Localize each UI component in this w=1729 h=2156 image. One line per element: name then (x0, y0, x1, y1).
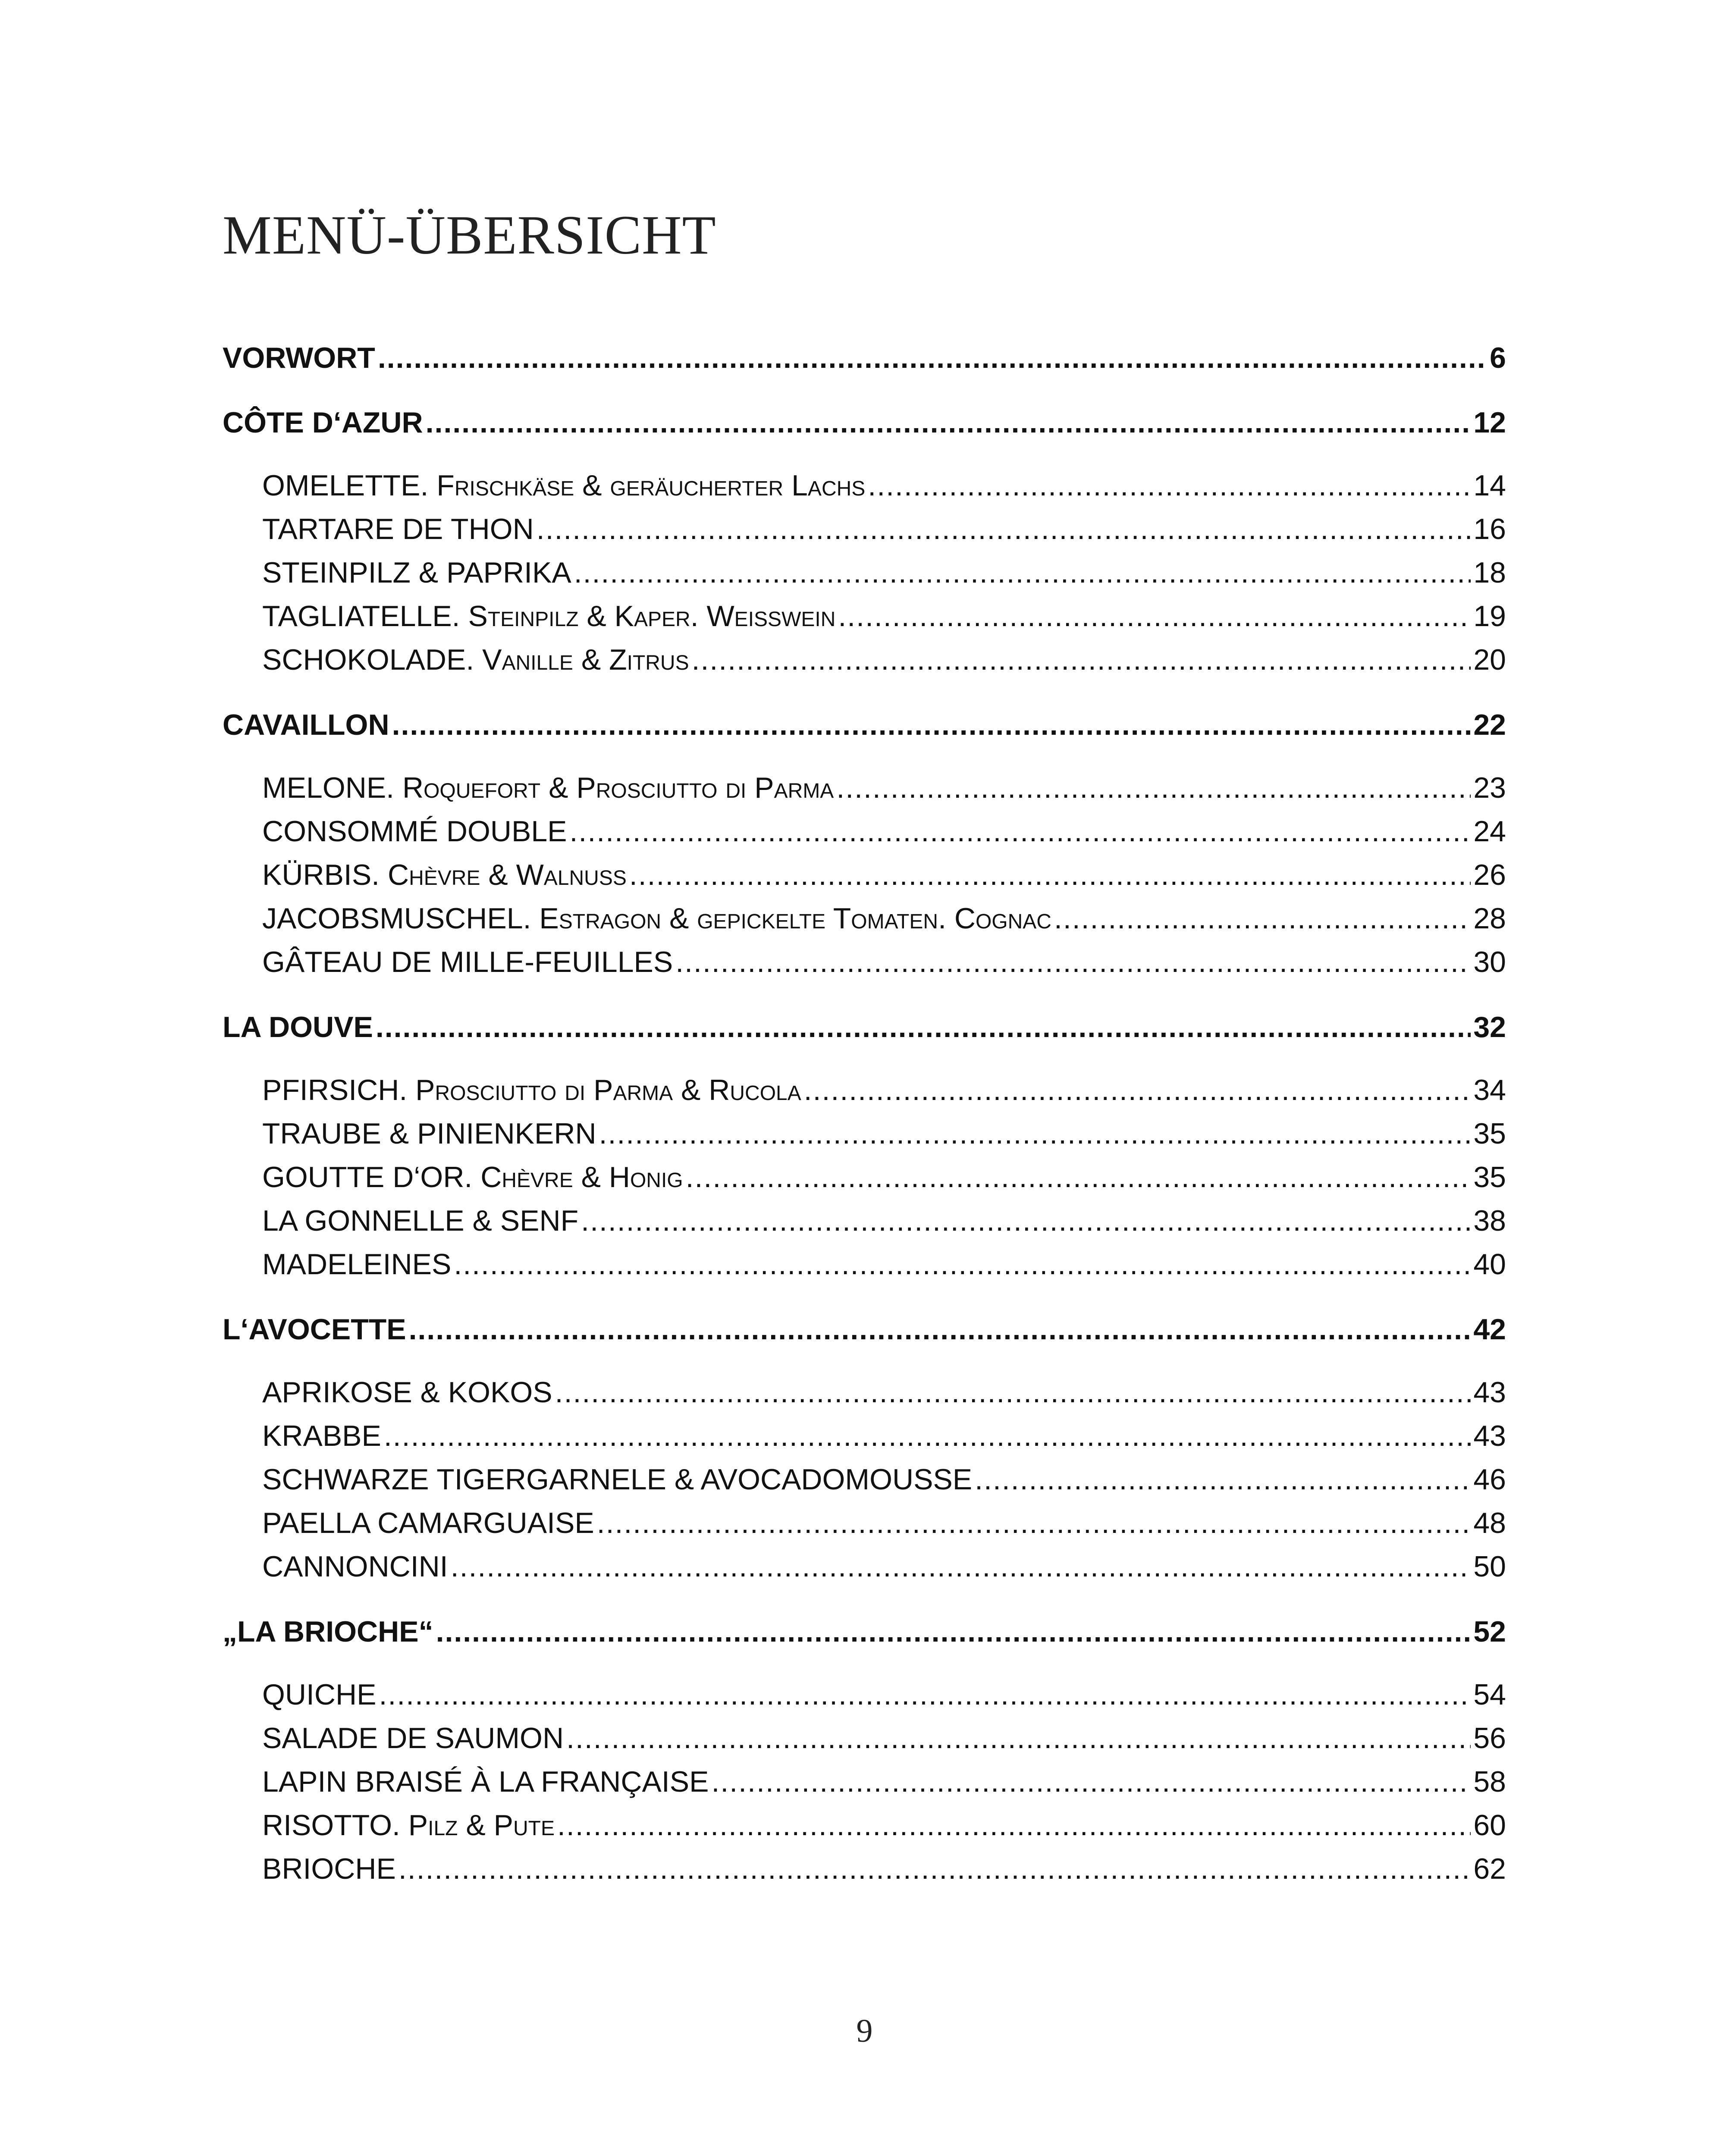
dish-name: SCHOKOLADE. (262, 643, 474, 676)
toc-page-number: 24 (1473, 815, 1506, 848)
toc-page-number: 14 (1473, 469, 1506, 502)
toc-item-label (262, 1804, 555, 1847)
toc-section-title: VORWORT (223, 342, 375, 374)
toc-page-number: 38 (1473, 1204, 1506, 1237)
toc-item-label (262, 638, 689, 682)
toc-item[interactable] (262, 1501, 1506, 1545)
toc-page-number: 28 (1473, 902, 1506, 935)
toc-item-label (262, 1243, 451, 1286)
toc-page-number: 32 (1473, 1011, 1506, 1044)
toc-section-title: „LA BRIOCHE“ (223, 1615, 433, 1648)
dot-leader (392, 703, 1471, 746)
dot-leader (804, 1069, 1471, 1112)
dot-leader (379, 1673, 1471, 1717)
toc-item[interactable] (262, 1371, 1506, 1414)
dot-leader (376, 1006, 1471, 1049)
toc-page-number: 30 (1473, 946, 1506, 978)
toc-item[interactable] (262, 551, 1506, 595)
toc-page-number: 54 (1473, 1678, 1506, 1711)
dish-description: Estragon & gepickelte Tomaten. Cognac (539, 902, 1051, 935)
toc-page-number: 19 (1473, 600, 1506, 633)
dot-leader (399, 1847, 1471, 1891)
toc-page-number: 48 (1473, 1507, 1506, 1539)
dish-description: Prosciutto di Parma & Rucola (415, 1074, 801, 1106)
dot-leader (599, 1112, 1471, 1156)
dot-leader (1054, 897, 1471, 940)
toc-item[interactable] (262, 810, 1506, 853)
toc-item[interactable] (262, 595, 1506, 638)
toc-page-number: 35 (1473, 1161, 1506, 1194)
dot-leader (436, 1610, 1471, 1653)
dish-name: RISOTTO. (262, 1809, 400, 1842)
toc-item-label (262, 1545, 448, 1589)
toc-section-title: LA DOUVE (223, 1011, 373, 1044)
toc-page-number: 12 (1473, 406, 1506, 439)
dish-name: TAGLIATELLE. (262, 600, 460, 633)
toc-item-label (262, 766, 834, 810)
dish-name: MELONE. (262, 771, 395, 804)
dish-name: GOUTTE D‘OR. (262, 1161, 473, 1194)
toc-page-number: 20 (1473, 643, 1506, 676)
dot-leader (597, 1501, 1471, 1545)
toc-section-title: L‘AVOCETTE (223, 1313, 406, 1346)
toc-item[interactable] (262, 1717, 1506, 1760)
toc-page-number: 62 (1473, 1852, 1506, 1885)
dot-leader (555, 1371, 1471, 1414)
toc-item[interactable] (262, 897, 1506, 940)
dish-name: KÜRBIS. (262, 859, 380, 891)
toc-section-title: CÔTE D‘AZUR (223, 406, 423, 439)
toc-page-number: 43 (1473, 1376, 1506, 1409)
toc-page-number: 16 (1473, 513, 1506, 545)
dot-leader (581, 1199, 1471, 1243)
dot-leader (454, 1243, 1471, 1286)
toc-item-list (223, 464, 1506, 682)
toc-section[interactable] (223, 1308, 1506, 1351)
dish-name: PFIRSICH. (262, 1074, 408, 1106)
toc-item[interactable] (262, 1760, 1506, 1804)
dot-leader (384, 1414, 1471, 1458)
dot-leader (836, 766, 1471, 810)
toc-item[interactable] (262, 1243, 1506, 1286)
toc-page-number: 35 (1473, 1117, 1506, 1150)
toc-item-label (262, 1069, 801, 1112)
toc-item-list (223, 1069, 1506, 1286)
toc-page-number: 43 (1473, 1420, 1506, 1452)
toc-item-label (262, 1199, 578, 1243)
toc-item-list (223, 1673, 1506, 1891)
toc-item-label (262, 853, 627, 897)
toc-section[interactable] (223, 703, 1506, 746)
dot-leader (686, 1156, 1471, 1199)
toc-item[interactable] (262, 1069, 1506, 1112)
page-number: 9 (856, 2013, 873, 2049)
table-of-contents (223, 336, 1506, 1891)
toc-page-number: 60 (1473, 1809, 1506, 1842)
dish-name: APRIKOSE & KOKOS (262, 1376, 552, 1409)
dish-description: Steinpilz & Kaper. Weißwein (468, 600, 836, 633)
dot-leader (557, 1804, 1471, 1847)
toc-item[interactable] (262, 1458, 1506, 1501)
toc-item-label (262, 1673, 376, 1717)
toc-item-label (262, 1458, 972, 1501)
dot-leader (975, 1458, 1471, 1501)
toc-section[interactable] (223, 1610, 1506, 1653)
toc-item[interactable] (262, 638, 1506, 682)
toc-page-number: 23 (1473, 771, 1506, 804)
toc-item-label (262, 1112, 596, 1156)
toc-item-label (262, 595, 835, 638)
dish-name: MADELEINES (262, 1248, 452, 1281)
toc-item[interactable] (262, 1804, 1506, 1847)
dish-name: STEINPILZ & PAPRIKA (262, 556, 571, 589)
toc-item[interactable] (262, 853, 1506, 897)
toc-page-number: 6 (1490, 342, 1506, 374)
dish-name: TRAUBE & PINIENKERN (262, 1117, 596, 1150)
toc-item-label (262, 551, 571, 595)
page-title: MENÜ-ÜBERSICHT (223, 204, 716, 266)
toc-item-label (262, 1847, 396, 1891)
toc-item-label (262, 940, 673, 984)
dot-leader (570, 810, 1471, 853)
toc-item-label (262, 897, 1051, 940)
toc-item[interactable] (262, 766, 1506, 810)
dish-name: GÂTEAU DE MILLE-FEUILLES (262, 946, 673, 978)
toc-item-list (223, 766, 1506, 984)
dot-leader (838, 595, 1471, 638)
dish-description: Chèvre & Walnuss (387, 859, 627, 891)
dish-name: TARTARE DE THON (262, 513, 534, 545)
dish-name: QUICHE (262, 1678, 377, 1711)
toc-page-number: 58 (1473, 1765, 1506, 1798)
dish-name: KRABBE (262, 1420, 381, 1452)
toc-item[interactable] (262, 1414, 1506, 1458)
toc-item-label (262, 1760, 709, 1804)
toc-item-list (223, 1371, 1506, 1589)
toc-item[interactable] (262, 1673, 1506, 1717)
dot-leader (574, 551, 1471, 595)
toc-item-label (262, 1156, 683, 1199)
toc-item[interactable] (262, 940, 1506, 984)
toc-section[interactable] (223, 401, 1506, 444)
dot-leader (629, 853, 1471, 897)
toc-section[interactable] (223, 336, 1506, 379)
dot-leader (378, 336, 1487, 379)
toc-item-label (262, 1414, 381, 1458)
toc-item[interactable] (262, 1112, 1506, 1156)
toc-item[interactable] (262, 1199, 1506, 1243)
toc-page-number: 50 (1473, 1550, 1506, 1583)
dish-description: Frischkäse & geräucherter Lachs (436, 469, 866, 502)
toc-page-number: 52 (1473, 1615, 1506, 1648)
dish-name: JACOBSMUSCHEL. (262, 902, 531, 935)
dish-description: Vanille & Zitrus (482, 643, 689, 676)
dish-name: PAELLA CAMARGUAISE (262, 1507, 594, 1539)
dot-leader (868, 464, 1471, 508)
toc-item[interactable] (262, 1156, 1506, 1199)
toc-page-number: 46 (1473, 1463, 1506, 1496)
dish-name: LA GONNELLE & SENF (262, 1204, 579, 1237)
toc-page-number: 18 (1473, 556, 1506, 589)
toc-page-number: 40 (1473, 1248, 1506, 1281)
dot-leader (566, 1717, 1471, 1760)
toc-page-number: 34 (1473, 1074, 1506, 1106)
dot-leader (409, 1308, 1471, 1351)
toc-section-title: CAVAILLON (223, 708, 389, 741)
toc-item[interactable] (262, 1847, 1506, 1891)
dish-description: Pilz & Pute (408, 1809, 555, 1842)
toc-page-number: 42 (1473, 1313, 1506, 1346)
toc-item-label (262, 508, 534, 551)
toc-page-number: 26 (1473, 859, 1506, 891)
toc-item-label (262, 1717, 564, 1760)
dish-name: LAPIN BRAISÉ À LA FRANÇAISE (262, 1765, 709, 1798)
dish-name: CONSOMMÉ DOUBLE (262, 815, 567, 848)
toc-item[interactable] (262, 464, 1506, 508)
dish-name: BRIOCHE (262, 1852, 396, 1885)
toc-item[interactable] (262, 1545, 1506, 1589)
dish-name: CANNONCINI (262, 1550, 448, 1583)
toc-page-number: 22 (1473, 708, 1506, 741)
dish-name: SCHWARZE TIGERGARNELE & AVOCADOMOUSSE (262, 1463, 973, 1496)
dot-leader (711, 1760, 1471, 1804)
dish-name: SALADE DE SAUMON (262, 1722, 564, 1755)
toc-section[interactable] (223, 1006, 1506, 1049)
toc-item[interactable] (262, 508, 1506, 551)
toc-page-number: 56 (1473, 1722, 1506, 1755)
toc-item-label (262, 1501, 594, 1545)
dot-leader (451, 1545, 1471, 1589)
dish-description: Chèvre & Honig (480, 1161, 683, 1194)
dot-leader (692, 638, 1471, 682)
dot-leader (426, 401, 1471, 444)
dot-leader (537, 508, 1471, 551)
dish-name: OMELETTE. (262, 469, 429, 502)
toc-item-label (262, 464, 865, 508)
dish-description: Roquefort & Prosciutto di Parma (402, 771, 834, 804)
toc-item-label (262, 810, 567, 853)
dot-leader (675, 940, 1471, 984)
toc-item-label (262, 1371, 552, 1414)
